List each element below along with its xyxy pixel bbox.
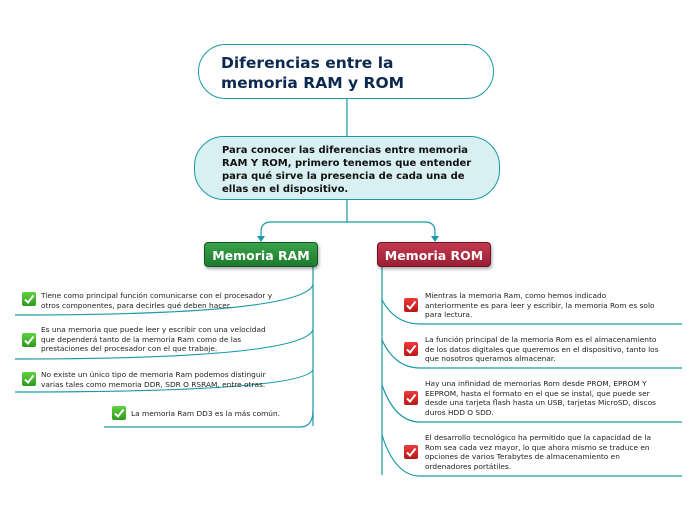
red-check-icon [404,391,418,405]
ram-item-4[interactable]: La memoria Ram DD3 es la más común. [131,409,281,418]
green-check-icon [112,406,126,420]
rom-item-3[interactable]: Hay una infinidad de memorias Rom desde PROM, EPROM Y EEPROM, hasta el formato en el que se instal, que puede ser desde una tarjeta flash hasta un USB, tarjetas MicroSD, discos duros HDD O SDD. [425,379,656,417]
rom-item-1[interactable]: Mientras la memoria Ram, como hemos indicado anteriormente es para leer y escribir, la memoria Rom es solo para lectura. [425,291,655,320]
intro-topic-text: Para conocer las diferencias entre memoria RAM Y ROM, primero tenemos que entender para qué sirve la presencia de cada una de ellas en el dispositivo. [222,145,472,195]
central-topic[interactable] [198,44,494,99]
rom-item-2[interactable]: La función principal de la memoria Rom es el almacenamiento de los datos digitales que queremos en el dispositivo, tanto los que nosotros queramos almacenar. [425,335,659,364]
red-check-icon [404,298,418,312]
branch-split-connector [261,222,435,240]
ram-item-3[interactable]: No existe un único tipo de memoria Ram podemos distinguir varias tales como memoria DDR, SDR O RSRAM, entre otras. [41,370,266,389]
red-check-icon [404,342,418,356]
green-check-icon [22,372,36,386]
rom-branch-node[interactable]: Memoria ROM [377,242,491,267]
green-check-icon [22,333,36,347]
green-check-icon [22,292,36,306]
intro-topic[interactable] [194,136,500,200]
ram-item-1[interactable]: Tiene como principal función comunicarse con el procesador y otros componentes, para decirles qué deben hacer. [41,291,273,310]
rom-item-4[interactable]: El desarrollo tecnológico ha permitido que la capacidad de la Rom sea cada vez mayor, lo que ahora mismo se traduce en opciones de varios Terabytes de almacenamiento en ordenadores portátiles. [425,433,651,471]
central-topic-title: Diferencias entre la memoria RAM y ROM [221,54,405,92]
ram-branch-node[interactable]: Memoria RAM [204,242,318,267]
red-check-icon [404,445,418,459]
ram-item-2[interactable]: Es una memoria que puede leer y escribir con una velocidad que dependerá tanto de la memoria Ram como de las prestaciones del procesador con el que trabaje. [41,325,266,354]
